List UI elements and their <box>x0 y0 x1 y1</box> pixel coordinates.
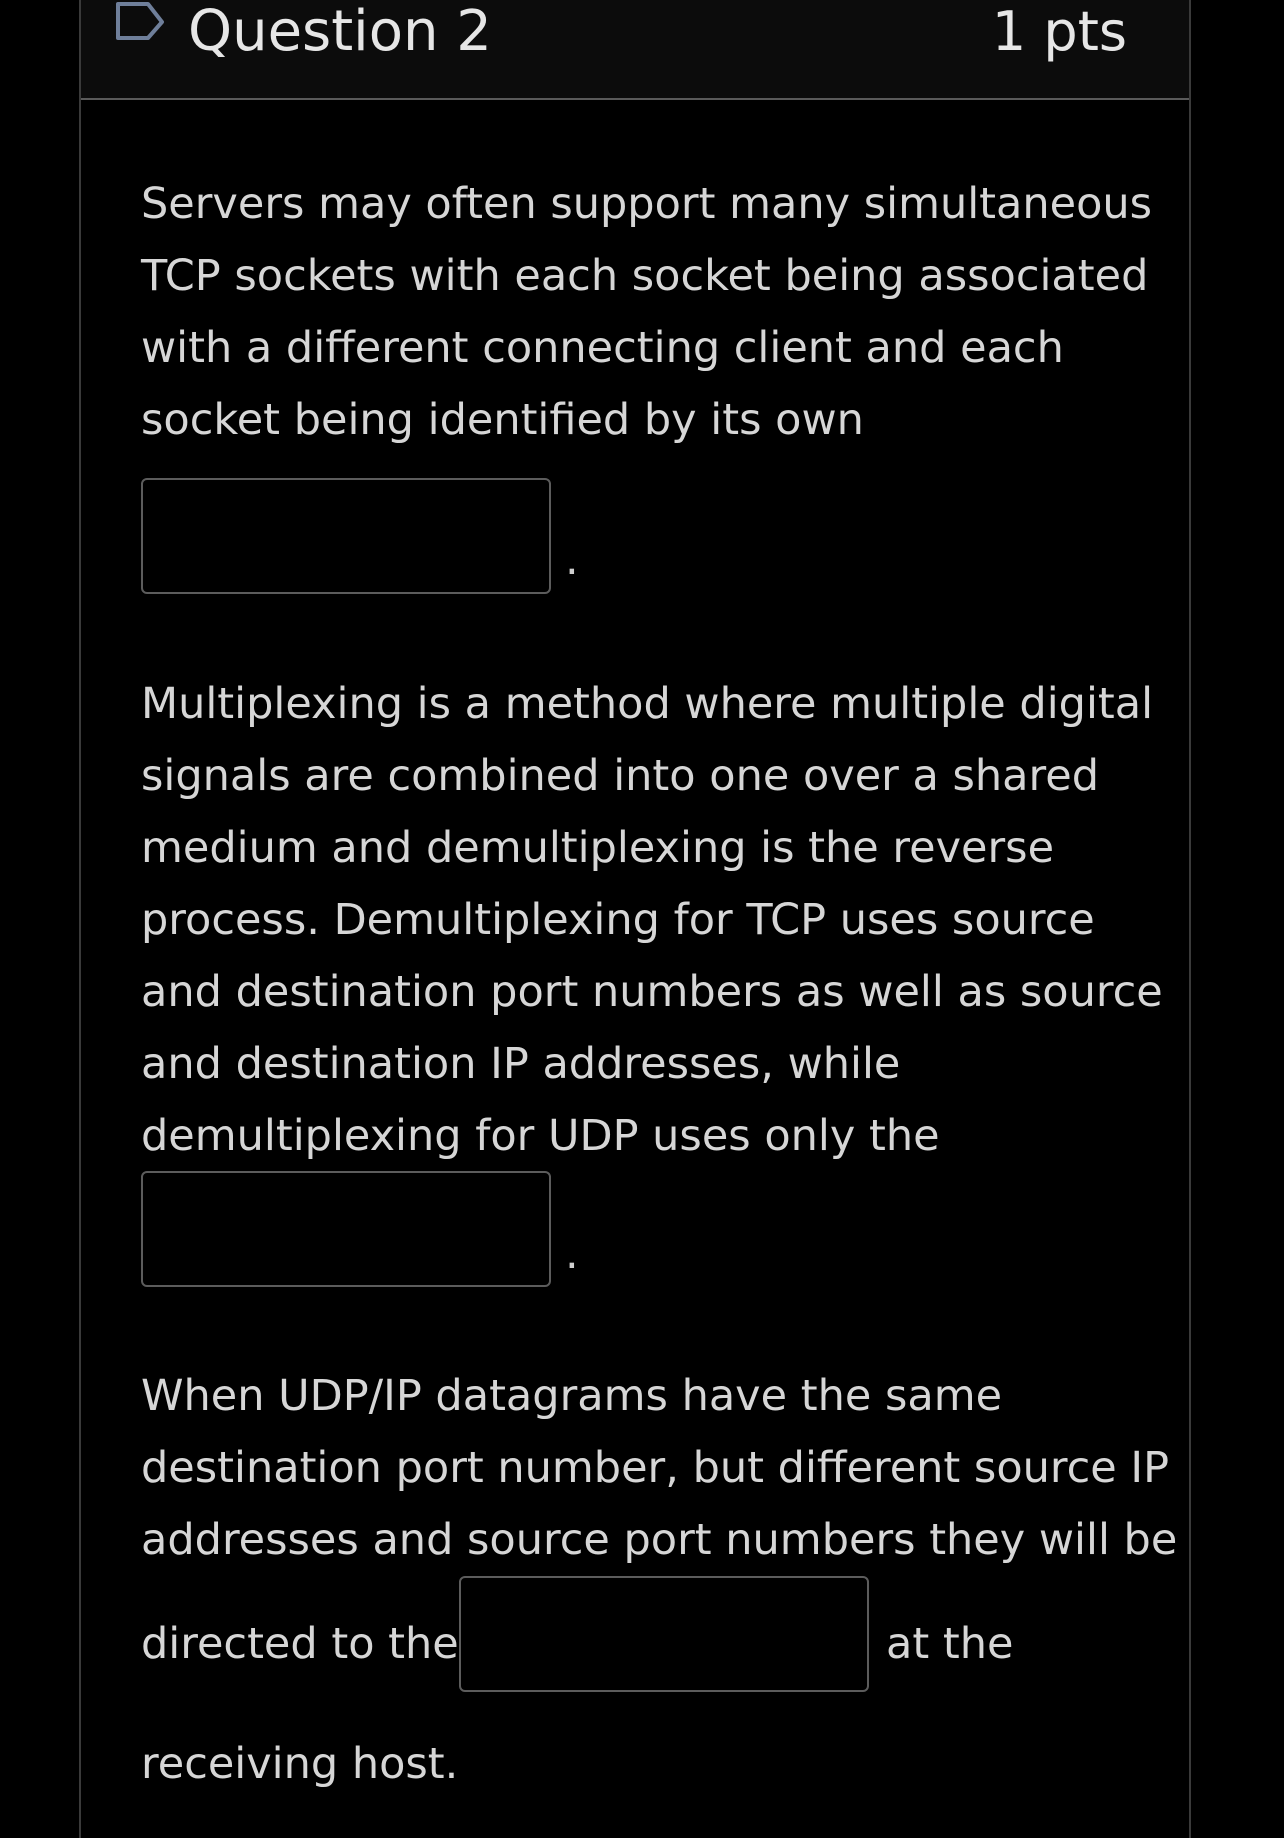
paragraph-2-line: and destination port numbers as well as source <box>141 967 1163 1017</box>
flag-question-icon[interactable] <box>106 0 168 46</box>
paragraph-2 <box>141 668 1163 1172</box>
blank-2-input[interactable] <box>141 1171 551 1287</box>
question-title: Question 2 <box>188 0 492 64</box>
paragraph-3-line: addresses and source port numbers they will be <box>141 1515 1178 1565</box>
question-header <box>81 0 1189 100</box>
paragraph-3-line: When UDP/IP datagrams have the same <box>141 1371 1003 1421</box>
paragraph-3 <box>141 1360 1178 1576</box>
paragraph-1-line: with a different connecting client and each <box>141 323 1064 373</box>
paragraph-3-after-blank: at the <box>886 1619 1014 1669</box>
paragraph-2-line: process. Demultiplexing for TCP uses source <box>141 895 1095 945</box>
blank-2-period: . <box>565 1229 579 1279</box>
paragraph-2-line: Multiplexing is a method where multiple digital <box>141 679 1154 729</box>
paragraph-2-line: and destination IP addresses, while <box>141 1039 901 1089</box>
blank-1-input[interactable] <box>141 478 551 594</box>
paragraph-1-line: socket being identified by its own <box>141 395 864 445</box>
paragraph-1-line: TCP sockets with each socket being associated <box>141 251 1149 301</box>
paragraph-3-line: destination port number, but different source IP <box>141 1443 1170 1493</box>
question-points: 1 pts <box>991 0 1127 63</box>
paragraph-1-line: Servers may often support many simultaneous <box>141 179 1153 229</box>
paragraph-3-final-line: receiving host. <box>141 1739 459 1789</box>
paragraph-1 <box>141 168 1151 456</box>
blank-1-period: . <box>565 535 579 585</box>
blank-3-input[interactable] <box>459 1576 869 1692</box>
paragraph-2-line: signals are combined into one over a shared <box>141 751 1100 801</box>
paragraph-2-line: demultiplexing for UDP uses only the <box>141 1111 940 1161</box>
paragraph-2-line: medium and demultiplexing is the reverse <box>141 823 1055 873</box>
paragraph-3-before-blank: directed to the <box>141 1619 459 1669</box>
